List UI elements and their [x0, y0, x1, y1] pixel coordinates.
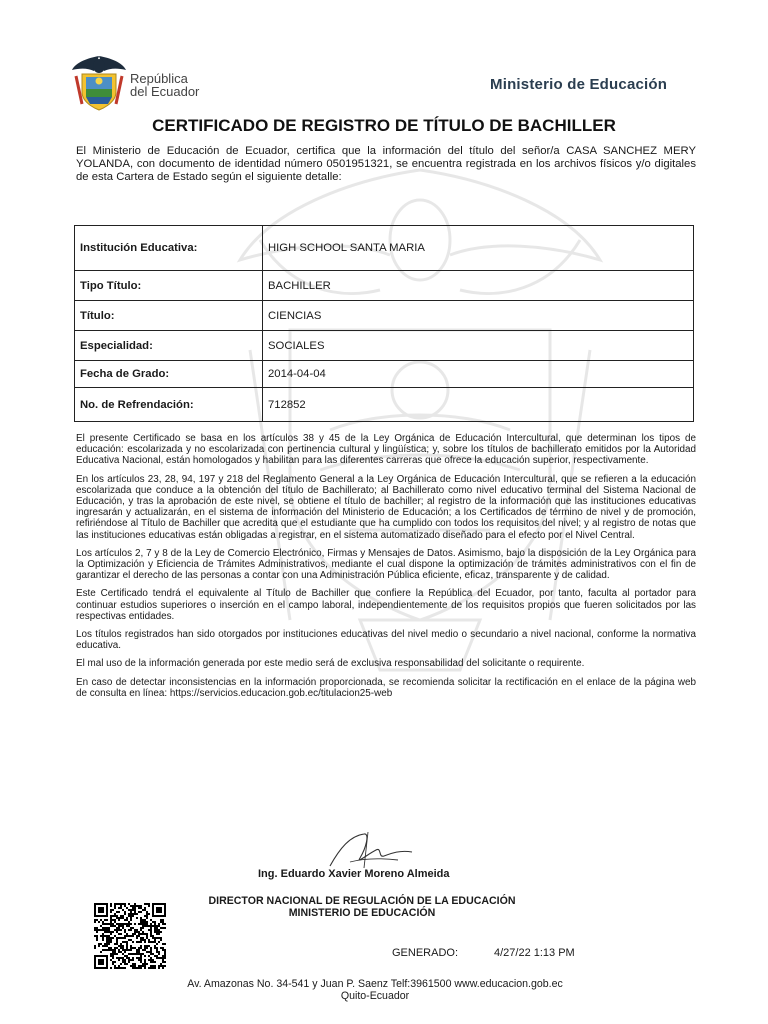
ministry-name: Ministerio de Educación [490, 76, 668, 93]
detail-value: SOCIALES [263, 331, 694, 361]
legal-paragraph: Los artículos 2, 7 y 8 de la Ley de Comercio Electrónico, Firmas y Mensajes de Datos. Asimismo, bajo la disposición de la Ley Orgánica para la Optimización y Eficiencia de Trámites Administrativos, mediante el cual dispone la optimización de trámites administrativos con el fin de garantizar el derecho de las personas a contar con una Administración Pública eficiente, eficaz, transparente y de calidad. [76, 547, 696, 582]
table-row [75, 301, 694, 331]
detail-value: BACHILLER [263, 271, 694, 301]
table-row [75, 388, 694, 422]
detail-label: Tipo Título: [75, 271, 263, 301]
intro-paragraph: El Ministerio de Educación de Ecuador, certifica que la información del título del señor/a CASA SANCHEZ MERY YOLANDA, con documento de identidad número 0501951321, se encuentra registrada en los archivos físicos y/o digitales de esta Cartera de Estado según el siguiente detalle: [76, 145, 696, 183]
signer-name: Ing. Eduardo Xavier Moreno Almeida [258, 868, 450, 880]
handwritten-signature [320, 828, 420, 872]
legal-paragraphs [76, 433, 696, 706]
footer-line-1: Av. Amazonas No. 34-541 y Juan P. Saenz Telf:3961500 www.educacion.gob.ec [187, 978, 563, 990]
table-row [75, 226, 694, 271]
table-row [75, 271, 694, 301]
detail-label: Fecha de Grado: [75, 361, 263, 388]
document-title: CERTIFICADO DE REGISTRO DE TÍTULO DE BACHILLER [152, 116, 616, 135]
signer-position [192, 895, 532, 919]
legal-paragraph: El presente Certificado se basa en los artículos 38 y 45 de la Ley Orgánica de Educación Intercultural, que determinan los tipos de educación: escolarizada y no escolarizada con pertinencia cultural y lingüística; y, sobre los títulos de bachillerato emitidos por la Autoridad Educativa Nacional, están homologados y habilitan para las diferentes carreras que ofrece la educación superior, respectivamente. [76, 433, 696, 467]
ecuador-emblem-logo [70, 52, 128, 112]
detail-value: 712852 [263, 388, 694, 422]
detail-label: No. de Refrendación: [75, 388, 263, 422]
republic-line-1: República [130, 71, 188, 86]
detail-label: Especialidad: [75, 331, 263, 361]
qr-code [94, 903, 166, 969]
table-row [75, 361, 694, 388]
table-row [75, 331, 694, 361]
legal-paragraph: En caso de detectar inconsistencias en la información proporcionada, se recomienda solicitar la rectificación en el enlace de la página web de consulta en línea: https://servicios.educacion.gob.ec/titulacion25-web [76, 676, 696, 699]
detail-value: CIENCIAS [263, 301, 694, 331]
detail-label: Institución Educativa: [75, 226, 263, 271]
legal-paragraph: Este Certificado tendrá el equivalente al Título de Bachiller que confiere la República del Ecuador, por tanto, faculta al portador para continuar estudios superiores o inserción en el campo laboral, independientemente de los requisitos propios que fueren solicitados por las respectivas entidades. [76, 588, 696, 622]
legal-paragraph: El mal uso de la información generada por este medio será de exclusiva responsabilidad del solicitante o requirente. [76, 658, 585, 670]
republic-line-2: del Ecuador [130, 84, 200, 99]
detail-value: HIGH SCHOOL SANTA MARIA [263, 226, 694, 271]
footer-address [150, 978, 600, 1002]
legal-paragraph: Los títulos registrados han sido otorgados por instituciones educativas del nivel medio o secundario a nivel nacional, conforme la normativa educativa. [76, 629, 696, 652]
detail-label: Título: [75, 301, 263, 331]
generated-timestamp: 4/27/22 1:13 PM [494, 947, 575, 959]
detail-value: 2014-04-04 [263, 361, 694, 388]
footer-line-2: Quito-Ecuador [340, 990, 410, 1002]
signer-position-line-2: MINISTERIO DE EDUCACIÓN [288, 907, 436, 919]
generated-label: GENERADO: [392, 947, 459, 959]
signer-position-line-1: DIRECTOR NACIONAL DE REGULACIÓN DE LA EDUCACIÓN [208, 895, 516, 907]
title-details-table [74, 225, 694, 422]
republic-label [130, 72, 199, 98]
legal-paragraph: En los artículos 23, 28, 94, 197 y 218 del Reglamento General a la Ley Orgánica de Educación Intercultural, que se refieren a la educación escolarizada que conduce a la obtención del título de Bachillerato; al Bachillerato como nivel educativo terminal del Sistema Nacional de Educación, y tras la aprobación de este nivel, se obtiene el título de bachiller; al registro de la información que las instituciones educativas ingresarán y actualizarán, en el sistema de información del Ministerio de Educación; a los Certificados de término de nivel y de promoción, refiriéndose al Título de Bachiller que acredita que el estudiante que ha cumplido con todos los requisitos del nivel; y al registro de notas que las instituciones educativas están obligadas a registrar, en el sistema automatizado diseñado para el efecto por el Nivel Central. [76, 473, 696, 541]
